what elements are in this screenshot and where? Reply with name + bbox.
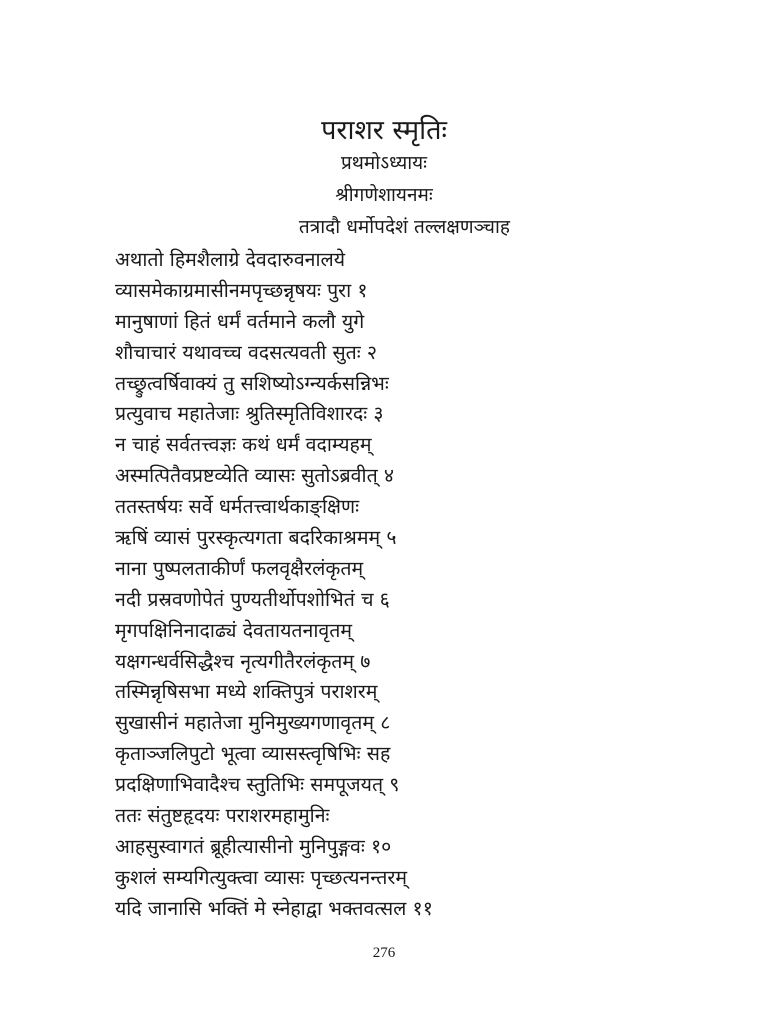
- verse-line: तच्छ्रुत्वर्षिवाक्यं तु सशिष्योऽग्न्यर्कसन्निभः: [115, 371, 389, 395]
- page-title: पराशर स्मृतिः: [321, 115, 447, 146]
- verse-line: कृताञ्जलिपुटो भूत्वा व्यासस्त्वृषिभिः सह: [115, 742, 391, 766]
- verse-line: अथातो हिमशैलाग्रे देवदारुवनालये: [115, 248, 346, 271]
- verse-line: व्यासमेकाग्रमासीनमपृच्छन्नृषयः पुरा १: [115, 278, 368, 302]
- verse-line: मानुषाणां हितं धर्मं वर्तमाने कलौ युगे: [115, 309, 365, 333]
- invocation-line: श्रीगणेशायनमः: [335, 184, 433, 206]
- verse-line: ऋषिं व्यासं पुरस्कृत्यगता बदरिकाश्रमम् ५: [115, 526, 397, 550]
- verse-line: ततस्तर्षयः सर्वे धर्मतत्त्वार्थकाङ्क्षिणः: [115, 495, 360, 519]
- page-number: 276: [372, 945, 396, 961]
- chapter-heading: प्रथमोऽध्यायः: [340, 152, 428, 174]
- verse-list: [115, 245, 735, 925]
- verse-line: ततः संतुष्टहृदयः पराशरमहामुनिः: [115, 804, 330, 828]
- verse-line: तस्मिन्नृषिसभा मध्ये शक्तिपुत्रं पराशरम्: [115, 680, 378, 704]
- verse-line: यदि जानासि भक्तिं मे स्नेहाद्वा भक्तवत्सल ११: [115, 896, 433, 920]
- verse-line: नदी प्रस्रवणोपेतं पुण्यतीर्थोपशोभितं च ६: [115, 587, 390, 611]
- verse-line: कुशलं सम्यगित्युक्त्वा व्यासः पृच्छत्यनन्तरम्: [115, 865, 408, 889]
- verse-line: आहसुस्वागतं ब्रूहीत्यासीनो मुनिपुङ्गवः १०: [115, 834, 392, 858]
- intro-line: तत्रादौ धर्मोपदेशं तल्लक्षणञ्चाह: [298, 216, 510, 238]
- verse-line: यक्षगन्धर्वसिद्धैश्च नृत्यगीतैरलंकृतम् ७: [115, 649, 371, 673]
- verse-line: प्रत्युवाच महातेजाः श्रुतिस्मृतिविशारदः ३: [115, 402, 384, 426]
- verse-line: मृगपक्षिनिनादाढ्यं देवतायतनावृतम्: [115, 618, 352, 642]
- verse-line: नाना पुष्पलताकीर्णं फलवृक्षैरलंकृतम्: [115, 556, 364, 580]
- verse-line: न चाहं सर्वतत्त्वज्ञः कथं धर्मं वदाम्यहम्: [115, 433, 372, 457]
- verse-line: अस्मत्पितैवप्रष्टव्येति व्यासः सुतोऽब्रवीत् ४: [115, 464, 395, 488]
- verse-line: प्रदक्षिणाभिवादैश्च स्तुतिभिः समपूजयत् ९: [115, 773, 400, 797]
- verse-line: शौचाचारं यथावच्च वदसत्यवती सुतः २: [115, 340, 378, 364]
- verse-line: सुखासीनं महातेजा मुनिमुख्यगणावृतम् ८: [115, 711, 391, 735]
